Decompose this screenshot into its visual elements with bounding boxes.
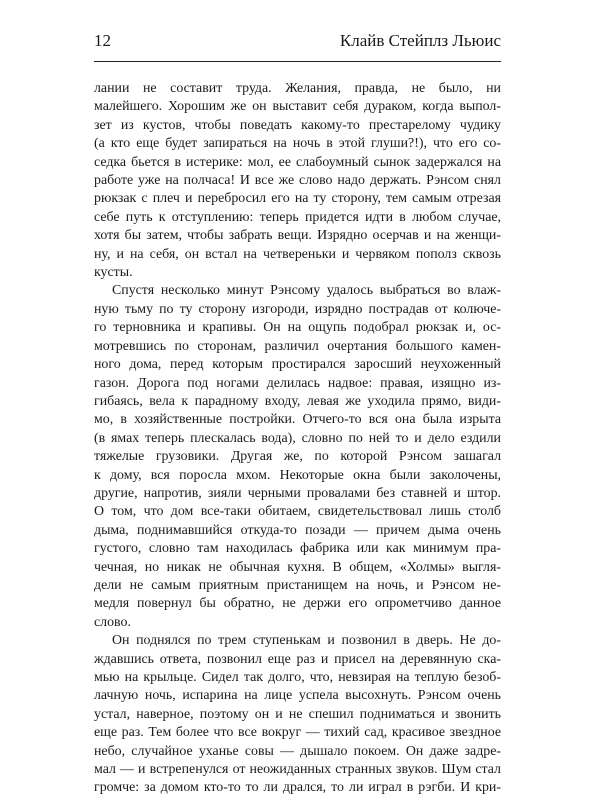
text-line: лании не составит труда. Желания, правда, не было, ни xyxy=(94,81,501,96)
text-line: слово. xyxy=(94,614,131,630)
text-line: газон. Дорога под ногами делилась надвое: правая, изящно из- xyxy=(94,375,501,391)
text-line: дыма, поднимавшийся откуда-то позади — причем дыма очень xyxy=(94,522,501,538)
text-line: О том, что дом все-таки обитаем, свидетельствовал лишь столб xyxy=(94,504,501,520)
text-line: тяжелые грузовики. Другая же, по которой Рэнсом зашагал xyxy=(94,449,501,465)
text-line: зет из кустов, чтобы поведать какому-то престарелому чудику xyxy=(94,117,501,133)
text-line: мотревшись по сторонам, различил очертания большого камен- xyxy=(94,338,501,354)
text-line: ного дома, перед которым простирался заросший неухоженный xyxy=(94,357,501,373)
text-line: кусты. xyxy=(94,265,133,281)
text-line: густого, словно там находилась фабрика или как минимум пра- xyxy=(94,541,501,557)
paragraph xyxy=(94,80,501,282)
text-line: хотя бы затем, чтобы забрать вещи. Изрядно осерчав и на женщи- xyxy=(94,228,501,244)
text-line: мо, в хозяйственные постройки. Отчего-то вся она была изрыта xyxy=(94,412,501,428)
header-divider xyxy=(94,61,501,62)
running-title: Клайв Стейплз Льюис xyxy=(339,31,501,50)
text-line: небо, случайное уханье совы — дышало покоем. Он даже задре- xyxy=(94,743,501,759)
text-line: другие, напротив, зияли черными провалами без ставней и штор. xyxy=(94,485,501,501)
text-line: седка бьется в истерике: мол, ее слабоумный сынок задержался на xyxy=(94,154,501,170)
text-line: устал, наверное, поэтому он и не спешил подниматься и звонить xyxy=(94,706,501,722)
text-line: гибаясь, вела к парадному входу, левая же уходила прямо, види- xyxy=(94,393,501,409)
text-line: мью на крыльце. Сидел так долго, что, невзирая на теплую безоб- xyxy=(94,670,501,685)
body-text xyxy=(94,80,501,798)
text-line: работе уже на полчаса! И все же слово надо держать. Рэнсом снял xyxy=(94,173,501,189)
text-line: Спустя несколько минут Рэнсому удалось выбраться во влаж- xyxy=(112,283,501,299)
text-line: медля повернул бы обратно, не держи его опрометчиво данное xyxy=(94,596,501,612)
paragraph xyxy=(94,282,501,632)
text-line: дели не самым приятным пристанищем на ночь, и Рэнсом не- xyxy=(94,577,501,593)
text-line: (в ямах теперь плескалась вода), словно по ней то и дело ездили xyxy=(94,430,501,446)
text-line: громче: за домом кто-то то ли дрался, то ли играл в рэгби. И кри- xyxy=(94,780,501,796)
text-line: ждавшись ответа, позвонил еще раз и присел на деревянную ска- xyxy=(94,651,501,667)
text-line: лачную ночь, испарина на лице успела высохнуть. Рэнсом очень xyxy=(94,688,501,704)
text-line: чечная, но никак не обычная кухня. В общем, «Холмы» выгля- xyxy=(94,559,501,575)
text-line: рюкзак с плеч и перебросил его на ту сторону, тем самым отрезая xyxy=(94,191,501,207)
page-number: 12 xyxy=(94,31,111,50)
text-line: Он поднялся по трем ступенькам и позвонил в дверь. Не до- xyxy=(112,633,501,649)
text-line: (а кто еще будет запираться на ночь в этой глуши?!), что его со- xyxy=(94,136,501,152)
text-line: еще раз. Тем более что все вокруг — тихий сад, красивое звездное xyxy=(94,725,501,741)
text-line: себе путь к отступлению: теперь придется идти в любом случае, xyxy=(94,209,501,225)
text-line: ную тьму по ту сторону изгороди, изрядно пострадав от колюче- xyxy=(94,301,501,317)
text-line: мал — и встрепенулся от неожиданных странных звуков. Шум стал xyxy=(94,762,501,778)
text-line: к дому, вся поросла мхом. Некоторые окна были заколочены, xyxy=(94,467,501,483)
text-line: ну, и на себя, он встал на четвереньки и червяком пополз сквозь xyxy=(94,246,501,262)
text-line: го терновника и крапивы. Он на ощупь подобрал рюкзак и, ос- xyxy=(94,320,501,336)
running-header xyxy=(94,30,501,56)
text-line: малейшего. Хорошим же он выставит себя дураком, когда выпол- xyxy=(94,99,501,115)
paragraph xyxy=(94,632,501,798)
